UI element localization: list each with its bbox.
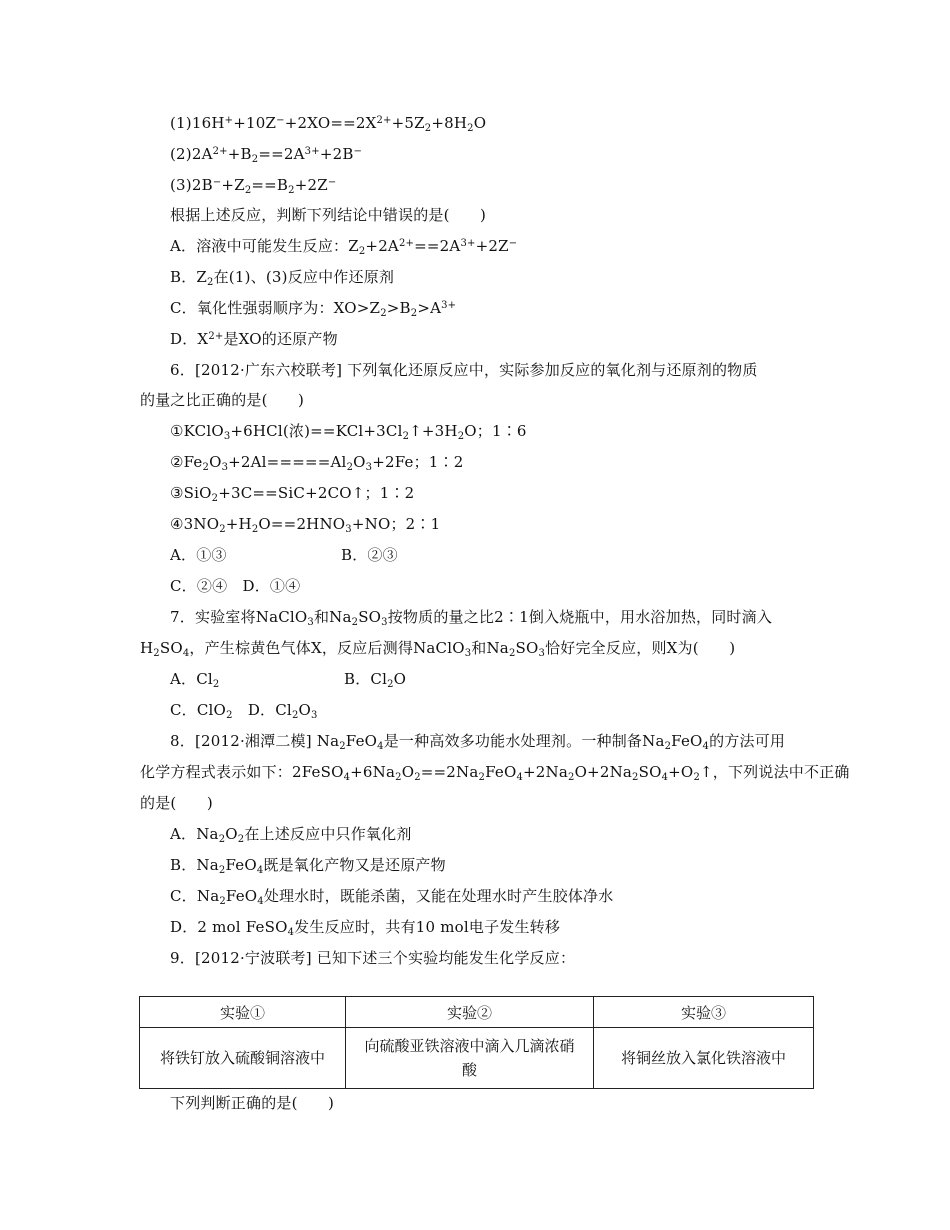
q8-stem-line-1: 8．[2012·湘潭二模] $Na_2FeO_4$是一种高效多功能水处理剂。一种制备$Na_2FeO_4$的方法可用 [170,732,786,752]
q6-option-a: A．①③ [170,546,227,564]
q7-stem-line-1: 7．实验室将NaClO$_3$和$Na_2SO_3$按物质的量之比2∶1倒入烧瓶中，用水浴加热，同时滴入 [170,608,773,628]
q5-option-b: B．$Z_2$在(1)、(3)反应中作还原剂 [170,268,395,288]
q5-reaction-3: $(3)2B^-+Z_2==B_2+2Z^-$ [170,176,337,196]
table-header-cell: 实验② [346,997,594,1028]
q8-option-c: C．$Na_2FeO_4$处理水时，既能杀菌，又能在处理水时产生胶体净水 [170,887,614,907]
q8-option-d: D．2 mol FeSO$_4$发生反应时，共有10 mol电子发生转移 [170,918,561,938]
q8-stem-line-3: 的是( ) [140,794,213,812]
q5-option-d: D．$X^{2+}$是XO的还原产物 [170,330,338,348]
q6-reaction-1: ①KClO$_3$+6HCl(浓)$==KCl+3Cl_2↑+3H_2O$；1∶6 [170,422,527,442]
q8-option-a: A．$Na_2O_2$在上述反应中只作氧化剂 [170,825,412,845]
q5-option-c: C．氧化性强弱顺序为：$XO>Z_2>B_2>A^{3+}$ [170,299,457,319]
q6-reaction-3: ③SiO$_2$+3C==SiC+2CO↑；1∶2 [170,484,415,504]
q8-stem-line-2: 化学方程式表示如下：$2FeSO_4+6Na_2O_2==2Na_2FeO_4+2Na_2O+2Na_2SO_4+O_2↑$，下列说法中不正确 [140,763,850,783]
table-header-cell: 实验① [140,997,346,1028]
table-header-row [140,997,814,1028]
q7-stem-line-2: $H_2SO_4$，产生棕黄色气体X，反应后测得NaClO$_3$和$Na_2SO_3$恰好完全反应，则X为( ) [140,639,736,659]
table-header-cell: 实验③ [594,997,814,1028]
q5-stem: 根据上述反应，判断下列结论中错误的是( ) [170,206,487,224]
q8-option-b: B．$Na_2FeO_4$既是氧化产物又是还原产物 [170,856,446,876]
q6-stem-line-2: 的量之比正确的是( ) [140,391,305,409]
q9-after-table: 下列判断正确的是( ) [170,1094,335,1112]
q6-stem-line-1: 6．[2012·广东六校联考] 下列氧化还原反应中，实际参加反应的氧化剂与还原剂的物质 [170,361,758,379]
table-row [140,1028,814,1089]
q9-stem: 9．[2012·宁波联考] 已知下述三个实验均能发生化学反应： [170,949,576,967]
experiment-table [139,996,814,1089]
q7-option-b: B．$Cl_2O$ [344,670,407,690]
q6-reaction-2: $②Fe_2O_3+2Al=====Al_2O_3+2Fe$；1∶2 [170,453,464,473]
q6-reaction-4: $④3NO_2+H_2O==2HNO_3+NO$；2∶1 [170,515,441,535]
table-cell: 向硫酸亚铁溶液中滴入几滴浓硝酸 [346,1028,594,1089]
q5-reaction-2: $(2)2A^{2+}+B_2==2A^{3+}+2B^-$ [170,145,363,165]
q5-option-a: A．溶液中可能发生反应：$Z_2+2A^{2+}==2A^{3+}+2Z^-$ [170,237,518,257]
q7-option-a: A．$Cl_2$ [170,670,220,690]
table-cell: 将铜丝放入氯化铁溶液中 [594,1028,814,1089]
q7-options-cd: C．ClO$_2$ D．$Cl_2O_3$ [170,701,318,721]
q6-option-b: B．②③ [341,546,398,564]
q6-options-cd: C．②④ D．①④ [170,577,301,595]
table-cell: 将铁钉放入硫酸铜溶液中 [140,1028,346,1089]
q5-reaction-1: $(1)16H^++10Z^-+2XO==2X^{2+}+5Z_2+8H_2O$ [170,114,487,134]
